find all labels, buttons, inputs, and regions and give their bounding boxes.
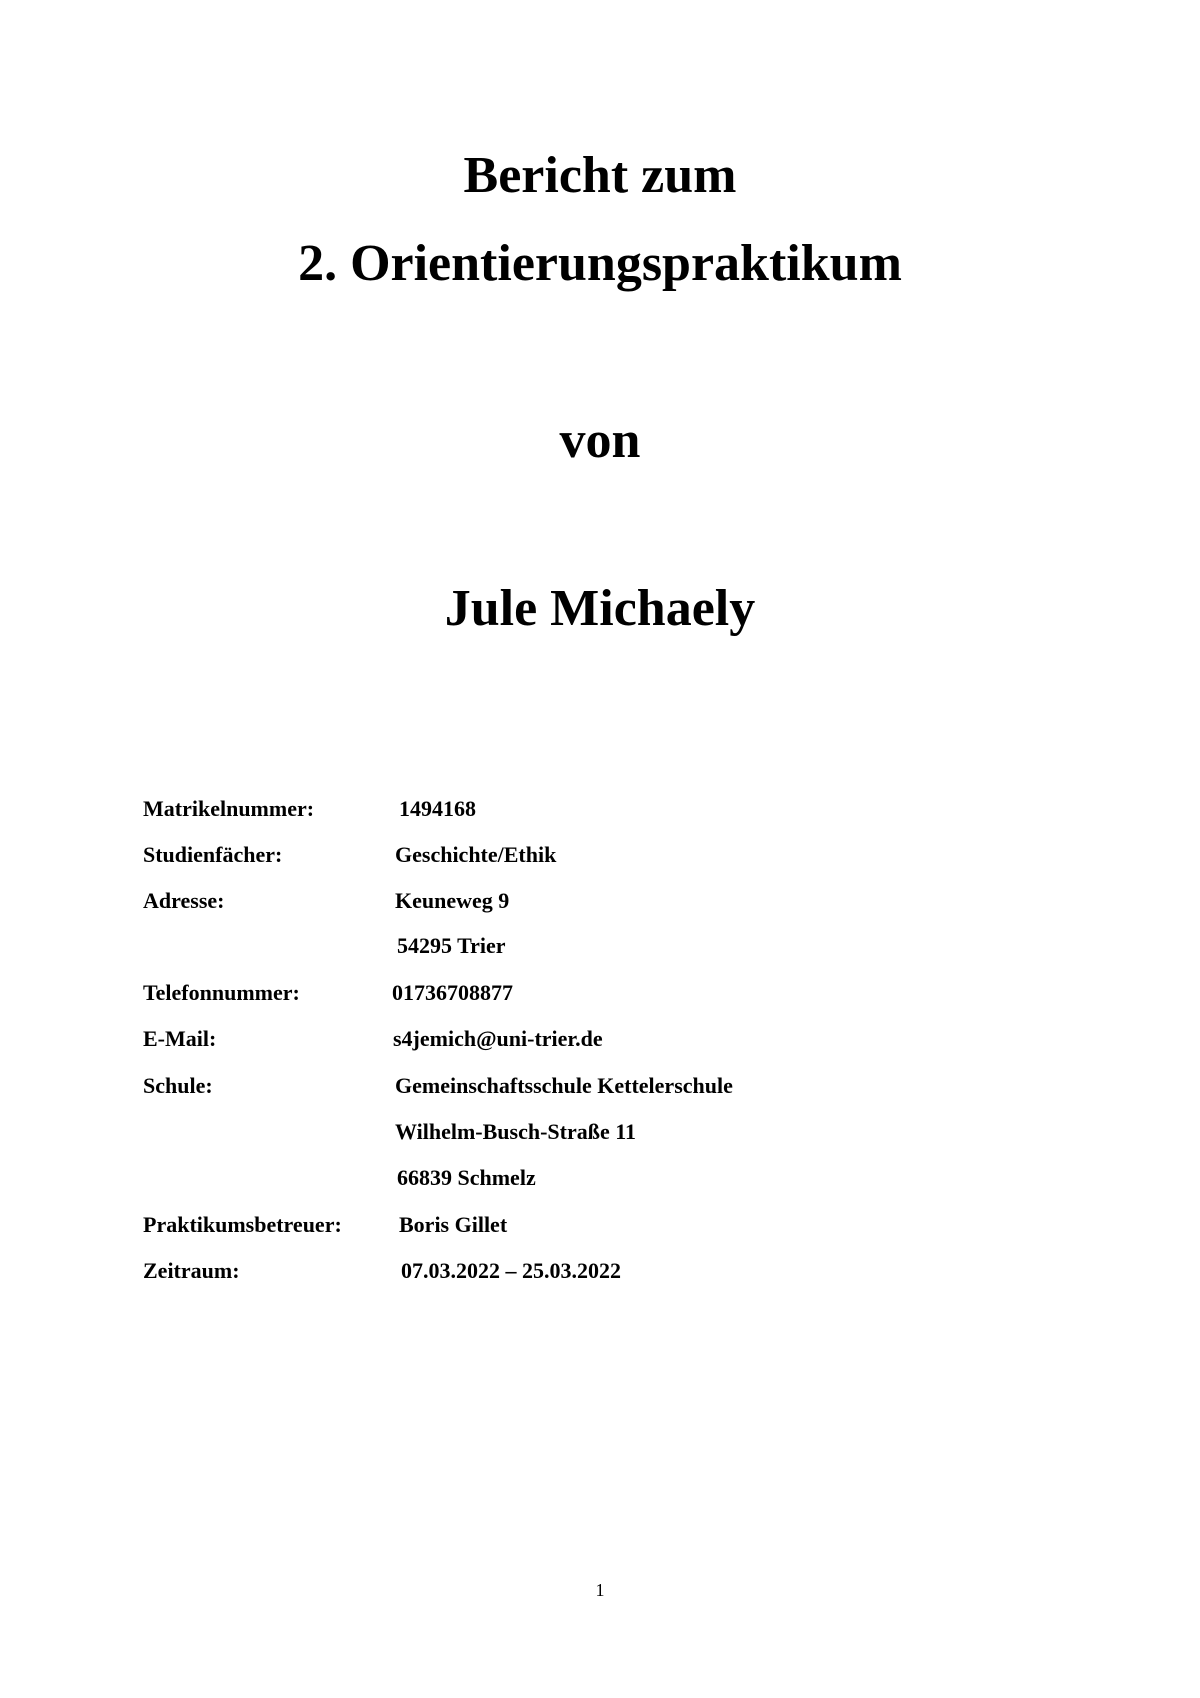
info-label: Studienfächer:	[143, 842, 283, 867]
info-row-email	[143, 1024, 1043, 1054]
author-name: Jule Michaely	[444, 580, 756, 637]
info-row-adresse	[143, 886, 1043, 916]
info-value: Wilhelm-Busch-Straße 11	[395, 1119, 637, 1144]
info-value: 54295 Trier	[397, 933, 506, 958]
info-value: s4jemich@uni-trier.de	[393, 1026, 603, 1051]
info-row-schule-strasse	[143, 1117, 1043, 1147]
info-value: 01736708877	[392, 980, 513, 1005]
info-value: 07.03.2022 – 25.03.2022	[401, 1258, 621, 1283]
info-value: Boris Gillet	[399, 1212, 508, 1237]
info-row-zeitraum	[143, 1256, 1043, 1286]
info-row-telefonnummer	[143, 978, 1043, 1008]
report-title-line-1: Bericht zum	[463, 147, 737, 204]
info-row-schule-ort	[143, 1163, 1043, 1193]
info-label: Praktikumsbetreuer:	[143, 1212, 342, 1237]
report-title-line-2: 2. Orientierungspraktikum	[298, 235, 902, 292]
info-value: Keuneweg 9	[395, 888, 510, 913]
info-row-studienfaecher	[143, 840, 1043, 870]
info-value: Geschichte/Ethik	[395, 842, 557, 867]
info-row-praktikumsbetreuer	[143, 1210, 1043, 1240]
info-label: Adresse:	[143, 888, 225, 913]
info-row-adresse-ort	[143, 931, 1043, 961]
info-value: 66839 Schmelz	[397, 1165, 536, 1190]
page-number: 1	[595, 1580, 605, 1600]
info-label: Telefonnummer:	[143, 980, 300, 1005]
info-value: Gemeinschaftsschule Kettelerschule	[395, 1073, 733, 1098]
info-row-matrikelnummer	[143, 794, 1043, 824]
info-value: 1494168	[399, 796, 476, 821]
info-row-schule	[143, 1071, 1043, 1101]
info-label: E-Mail:	[143, 1026, 217, 1051]
info-label: Zeitraum:	[143, 1258, 240, 1283]
report-title-von: von	[559, 412, 641, 469]
info-label: Schule:	[143, 1073, 213, 1098]
info-label: Matrikelnummer:	[143, 796, 315, 821]
